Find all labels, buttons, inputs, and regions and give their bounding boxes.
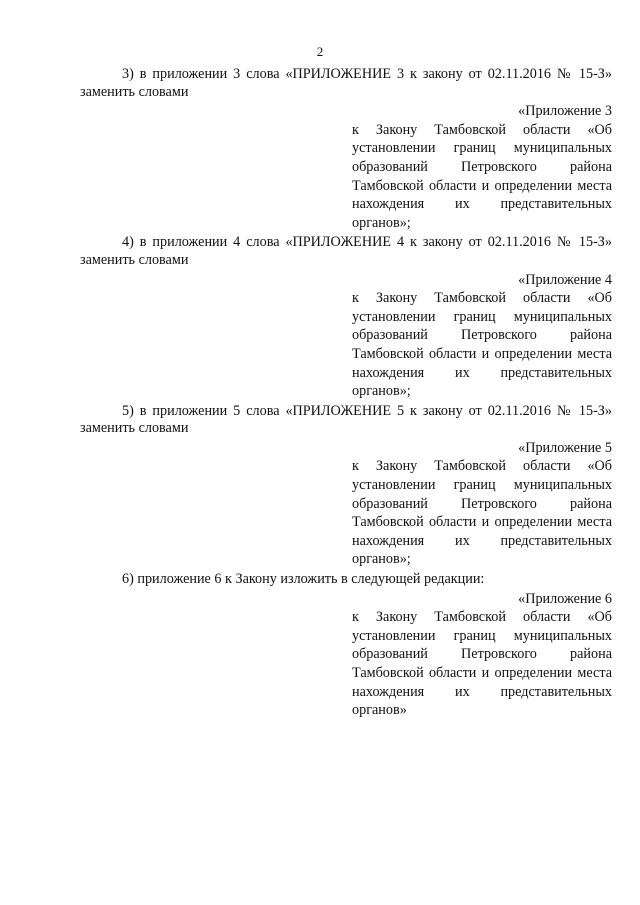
annex-body: к Закону Тамбовской области «Об установлении границ муниципальных образований Петровского района Тамбовской области и определении места нахождения их представительных органов»; [352,290,612,400]
page-number: 2 [316,44,324,59]
annex-block-5 [352,440,612,569]
annex-block-6 [352,591,612,720]
annex-body: к Закону Тамбовской области «Об установлении границ муниципальных образований Петровского района Тамбовской области и определении места нахождения их представительных органов» [352,609,612,719]
annex-title: «Приложение 5 [518,439,612,456]
amendment-paragraph-3: 3) в приложении 3 слова «ПРИЛОЖЕНИЕ 3 к закону от 02.11.2016 № 15-З» заменить словами [80,66,612,100]
document-body [80,66,612,722]
annex-block-3 [352,103,612,232]
amendment-paragraph-4: 4) в приложении 4 слова «ПРИЛОЖЕНИЕ 4 к закону от 02.11.2016 № 15-З» заменить словами [80,234,612,268]
annex-body: к Закону Тамбовской области «Об установлении границ муниципальных образований Петровского района Тамбовской области и определении места нахождения их представительных органов»; [352,458,612,568]
amendment-paragraph-6: 6) приложение 6 к Закону изложить в следующей редакции: [122,571,485,588]
amendment-paragraph-5: 5) в приложении 5 слова «ПРИЛОЖЕНИЕ 5 к закону от 02.11.2016 № 15-З» заменить словами [80,402,612,437]
annex-title: «Приложение 4 [518,271,612,288]
annex-body: к Закону Тамбовской области «Об установлении границ муниципальных образований Петровского района Тамбовской области и определении места нахождения их представительных органов»; [352,121,612,231]
annex-title: «Приложение 3 [518,103,612,120]
annex-block-4 [352,272,612,401]
annex-title: «Приложение 6 [518,590,612,607]
